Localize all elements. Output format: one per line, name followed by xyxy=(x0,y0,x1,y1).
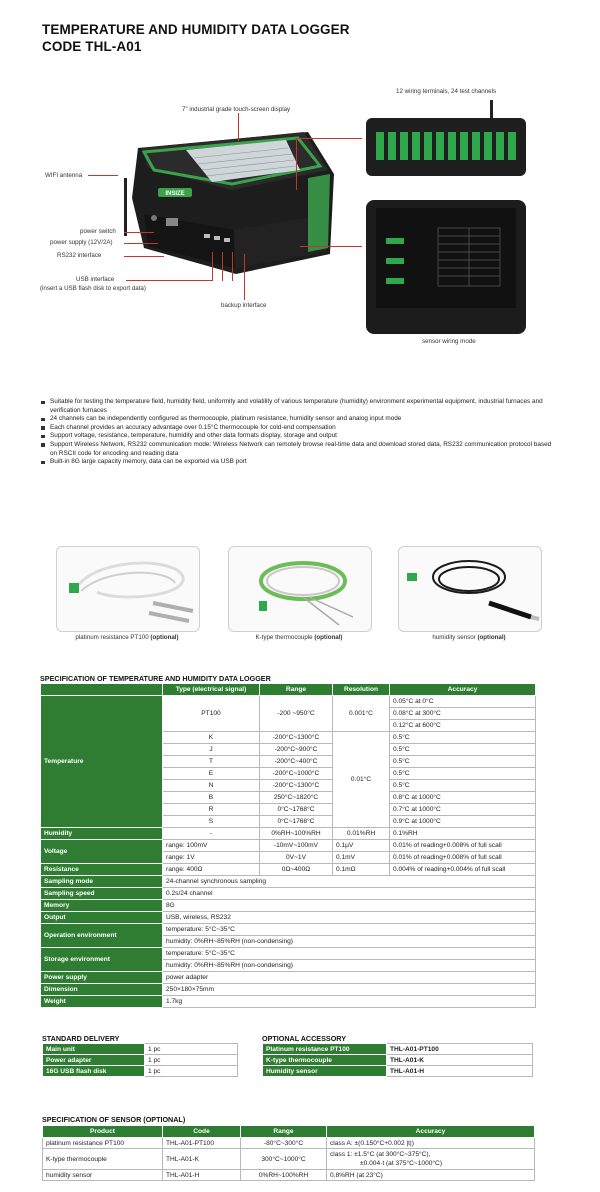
table-cell: 0.01% of reading+0.008% of full scall xyxy=(390,840,536,852)
table-cell: THL-A01-K xyxy=(163,1149,241,1170)
table-cell: K xyxy=(163,732,260,744)
temperature-label: Temperature xyxy=(41,696,163,828)
table-cell: 0.5°C xyxy=(390,744,536,756)
table-cell: 1 pc xyxy=(145,1055,238,1066)
callout-backup: backup interface xyxy=(221,302,267,309)
table-cell: THL-A01-PT100 xyxy=(387,1044,533,1055)
sensor-spec-table xyxy=(42,1125,535,1181)
table-cell: 1.7kg xyxy=(163,996,536,1008)
table-cell: 300°C~1000°C xyxy=(241,1149,327,1170)
callout-usb-note: (insert a USB flash disk to export data) xyxy=(40,285,146,292)
table-cell: -200°C~900°C xyxy=(260,744,333,756)
table-cell: 0.5°C xyxy=(390,768,536,780)
table-cell: -80°C~300°C xyxy=(241,1138,327,1149)
voltage-label: Voltage xyxy=(41,840,163,864)
table-cell: Power supply xyxy=(41,972,163,984)
table-cell: Sampling speed xyxy=(41,888,163,900)
table-cell: Main unit xyxy=(43,1044,145,1055)
table-cell: 0.01% of reading+0.008% of full scall xyxy=(390,852,536,864)
feature-item: Suitable for testing the temperature field, humidity field, uniformity and volatility of various temperature (humidity) environment experimental equipment, industrial furnaces and verification furnaces xyxy=(40,398,560,415)
table-cell: Output xyxy=(41,912,163,924)
table-cell: 250°C~1820°C xyxy=(260,792,333,804)
table-cell: 0.001°C xyxy=(333,696,390,732)
k-type-caption: K-type thermocouple (optional) xyxy=(255,634,343,641)
table-cell: temperature: 5°C~35°C xyxy=(163,924,536,936)
table-cell: 0°C~1768°C xyxy=(260,816,333,828)
table-cell: 0.5°C xyxy=(390,756,536,768)
table-cell: range: 400Ω xyxy=(163,864,260,876)
callout-rs232: RS232 interface xyxy=(57,252,102,259)
feature-list xyxy=(40,398,560,467)
table-cell: 0.004% of reading+0.004% of full scall xyxy=(390,864,536,876)
device-logo: INSIZE xyxy=(165,191,185,197)
table-cell: -200°C~1000°C xyxy=(260,768,333,780)
table-cell: 24-channel synchronous sampling xyxy=(163,876,536,888)
feature-item: Support Wireless Network, RS232 communication mode: Wireless Network can remotely browse real-time data and download stored data, RS232 communication protocol based on RSCII code for encoding and reading data xyxy=(40,441,560,458)
table-cell: 0.01%RH xyxy=(333,828,390,840)
table-cell: -200 ~950°C xyxy=(260,696,333,732)
callout-usb: USB interface xyxy=(76,276,115,283)
table-cell: 1 pc xyxy=(145,1044,238,1055)
k-type-thermocouple-image xyxy=(228,546,372,632)
table-cell: Humidity sensor xyxy=(263,1066,387,1077)
table-header-cell: Accuracy xyxy=(327,1126,535,1138)
table-cell: power adapter xyxy=(163,972,536,984)
delivery-title: STANDARD DELIVERY xyxy=(42,1034,120,1043)
table-cell: PT100 xyxy=(163,696,260,732)
table-cell: - xyxy=(163,828,260,840)
table-cell: -200°C~400°C xyxy=(260,756,333,768)
delivery-table xyxy=(42,1043,238,1077)
table-cell: E xyxy=(163,768,260,780)
table-cell: range: 1V xyxy=(163,852,260,864)
table-header-cell: Accuracy xyxy=(390,684,536,696)
page-title: TEMPERATURE AND HUMIDITY DATA LOGGER xyxy=(42,22,350,37)
table-cell: 0.01°C xyxy=(333,732,390,828)
table-header-cell: Range xyxy=(241,1126,327,1138)
table-cell: -10mV~100mV xyxy=(260,840,333,852)
table-cell: 16G USB flash disk xyxy=(43,1066,145,1077)
callout-display: 7" industrial grade touch-screen display xyxy=(182,106,291,113)
table-cell: Dimension xyxy=(41,984,163,996)
callout-wiring-mode: sensor wiring mode xyxy=(422,338,476,345)
table-cell: THL-A01-PT100 xyxy=(163,1138,241,1149)
table-header-cell: Product xyxy=(43,1126,163,1138)
table-cell: 0.5°C xyxy=(390,780,536,792)
table-cell: 0.05°C at 0°C xyxy=(390,696,536,708)
table-cell: 8G xyxy=(163,900,536,912)
table-cell: humidity: 0%RH~85%RH (non-condensing) xyxy=(163,936,536,948)
table-cell: 0.1μV xyxy=(333,840,390,852)
feature-item: Built-in 8G large capacity memory, data can be exported via USB port xyxy=(40,458,560,467)
table-cell: 0.08°C at 300°C xyxy=(390,708,536,720)
feature-item: Each channel provides an accuracy advantage over 0.15°C thermocouple for cold-end compensation xyxy=(40,424,560,433)
table-header-cell: Resolution xyxy=(333,684,390,696)
table-cell: THL-A01-H xyxy=(163,1170,241,1181)
sensor-spec-title: SPECIFICATION OF SENSOR (OPTIONAL) xyxy=(42,1115,186,1124)
table-cell: 0Ω~400Ω xyxy=(260,864,333,876)
sensor-wiring-mode-image xyxy=(362,198,530,336)
table-cell: humidity: 0%RH~85%RH (non-condensing) xyxy=(163,960,536,972)
table-cell: -200°C~1300°C xyxy=(260,780,333,792)
humidity-caption: humidity sensor (optional) xyxy=(432,634,506,641)
resistance-label: Resistance xyxy=(41,864,163,876)
table-cell: 0.9°C at 1000°C xyxy=(390,816,536,828)
table-cell: Sampling mode xyxy=(41,876,163,888)
table-cell: range: 100mV xyxy=(163,840,260,852)
table-cell: 0.5°C xyxy=(390,732,536,744)
table-cell: 0.2s/24 channel xyxy=(163,888,536,900)
humidity-sensor-image xyxy=(398,546,542,632)
table-cell: 0.1%RH xyxy=(390,828,536,840)
callout-terminals: 12 wiring terminals, 24 test channels xyxy=(396,88,497,95)
product-code: CODE THL-A01 xyxy=(42,39,142,54)
table-cell: 0.7°C at 1000°C xyxy=(390,804,536,816)
table-header-cell: Range xyxy=(260,684,333,696)
table-cell: 250×180×75mm xyxy=(163,984,536,996)
table-cell: -200°C~1300°C xyxy=(260,732,333,744)
table-cell: 0.12°C at 600°C xyxy=(390,720,536,732)
table-cell: humidity sensor xyxy=(43,1170,163,1181)
spec-table xyxy=(40,683,536,1008)
table-header-cell xyxy=(41,684,163,696)
table-cell: temperature: 5°C~35°C xyxy=(163,948,536,960)
table-cell: S xyxy=(163,816,260,828)
table-cell: THL-A01-H xyxy=(387,1066,533,1077)
data-logger-device-image xyxy=(108,118,340,278)
table-cell: 0%RH~100%RH xyxy=(260,828,333,840)
table-cell: 0.8°C at 1000°C xyxy=(390,792,536,804)
table-cell: platinum resistance PT100 xyxy=(43,1138,163,1149)
table-header-cell: Code xyxy=(163,1126,241,1138)
table-cell: R xyxy=(163,804,260,816)
pt100-caption: platinum resistance PT100 (optional) xyxy=(75,634,179,641)
table-cell: 0.1mV xyxy=(333,852,390,864)
table-cell: 0V~1V xyxy=(260,852,333,864)
feature-item: 24 channels can be independently configured as thermocouple, platinum resistance, humidity sensor and analog input mode xyxy=(40,415,560,424)
table-cell: Operation environment xyxy=(41,924,163,948)
accessory-title: OPTIONAL ACCESSORY xyxy=(262,1034,346,1043)
table-cell: 0%RH~100%RH xyxy=(241,1170,327,1181)
wifi-antenna xyxy=(124,178,127,236)
table-cell: class 1: ±1.5°C (at 300°C~375°C), ±0.004·t (at 375°C~1000°C) xyxy=(327,1149,535,1170)
power-switch xyxy=(151,215,157,221)
table-cell: 0.8%RH (at 23°C) xyxy=(327,1170,535,1181)
table-cell: J xyxy=(163,744,260,756)
table-cell: K-type thermocouple xyxy=(263,1055,387,1066)
table-cell: THL-A01-K xyxy=(387,1055,533,1066)
table-cell: 0°C~1768°C xyxy=(260,804,333,816)
callout-wifi-antenna: WIFI antenna xyxy=(45,172,83,179)
table-cell: 0.1mΩ xyxy=(333,864,390,876)
table-cell: Platinum resistance PT100 xyxy=(263,1044,387,1055)
table-cell: Weight xyxy=(41,996,163,1008)
feature-item: Support voltage, resistance, temperature, humidity and other data formats display, storage and output xyxy=(40,432,560,441)
table-header-cell: Type (electrical signal) xyxy=(163,684,260,696)
table-cell: Power adapter xyxy=(43,1055,145,1066)
table-cell: 1 pc xyxy=(145,1066,238,1077)
table-cell: K-type thermocouple xyxy=(43,1149,163,1170)
table-cell: USB, wireless, RS232 xyxy=(163,912,536,924)
spec-section-title: SPECIFICATION OF TEMPERATURE AND HUMIDITY DATA LOGGER xyxy=(40,674,271,683)
table-cell: Storage environment xyxy=(41,948,163,972)
humidity-label: Humidity xyxy=(41,828,163,840)
wiring-terminals-image xyxy=(362,96,530,180)
table-cell: class A: ±(0.150°C+0.002 |t|) xyxy=(327,1138,535,1149)
table-cell: T xyxy=(163,756,260,768)
table-cell: Memory xyxy=(41,900,163,912)
pt100-sensor-image xyxy=(56,546,200,632)
table-cell: N xyxy=(163,780,260,792)
accessory-table xyxy=(262,1043,533,1077)
callout-power-supply: power supply (12V/2A) xyxy=(50,239,113,246)
callout-power-switch: power switch xyxy=(80,228,116,235)
rs232-port xyxy=(166,218,178,226)
table-cell: B xyxy=(163,792,260,804)
